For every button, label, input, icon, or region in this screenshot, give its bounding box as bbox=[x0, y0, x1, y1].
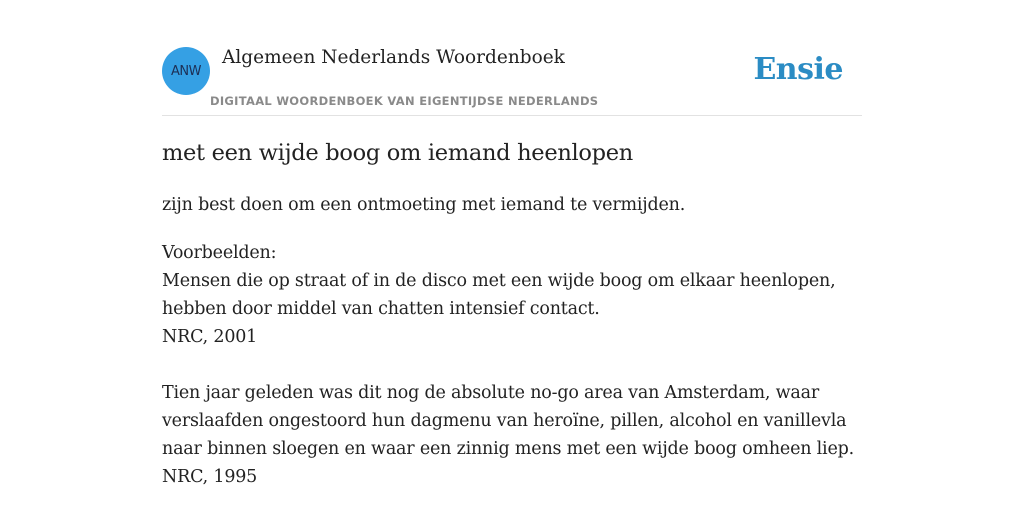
examples-label: Voorbeelden: bbox=[162, 243, 277, 263]
example-1-source: NRC, 2001 bbox=[162, 327, 258, 347]
anw-logo[interactable] bbox=[162, 47, 210, 95]
entry-definition: zijn best doen om een ontmoeting met iemand te vermijden. bbox=[162, 195, 686, 215]
example-2-line-3: naar binnen sloegen en waar een zinnig mens met een wijde boog omheen liep. bbox=[162, 439, 854, 459]
example-1-line-2: hebben door middel van chatten intensief contact. bbox=[162, 299, 600, 319]
examples-section bbox=[162, 239, 882, 491]
example-2-line-2: verslaafden ongestoord hun dagmenu van heroïne, pillen, alcohol en vanillevla bbox=[162, 411, 847, 431]
example-2-source: NRC, 1995 bbox=[162, 467, 258, 487]
site-header bbox=[162, 44, 862, 116]
site-subtitle: DIGITAAL WOORDENBOEK VAN EIGENTIJDSE NEDERLANDS bbox=[210, 94, 599, 108]
entry-term: met een wijde boog om iemand heenlopen bbox=[162, 140, 633, 166]
example-2-line-1: Tien jaar geleden was dit nog de absolute no-go area van Amsterdam, waar bbox=[162, 383, 820, 403]
ensie-brand-logo[interactable]: Ensie bbox=[753, 52, 843, 87]
site-title[interactable]: Algemeen Nederlands Woordenboek bbox=[222, 47, 565, 68]
example-spacer bbox=[162, 351, 882, 379]
anw-logo-text: ANW bbox=[171, 63, 201, 79]
example-1-line-1: Mensen die op straat of in de disco met een wijde boog om elkaar heenlopen, bbox=[162, 271, 836, 291]
